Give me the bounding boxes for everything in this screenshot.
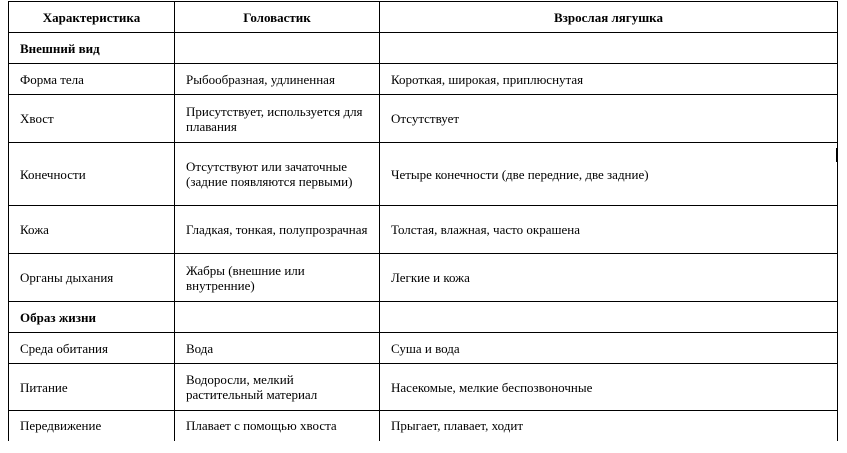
table-row [9,64,838,95]
tadpole-cell: Плавает с помощью хвоста [175,411,380,441]
tadpole-cell: Водоросли, мелкий растительный материал [175,364,380,411]
table-row [9,254,838,302]
section-empty-cell [380,302,838,333]
feature-cell: Органы дыхания [9,254,175,302]
table-row [9,95,838,143]
tadpole-cell: Жабры (внешние или внутренние) [175,254,380,302]
comparison-table-container [8,1,838,441]
section-empty-cell [380,33,838,64]
section-row-lifestyle [9,302,838,333]
header-adult-frog: Взрослая лягушка [380,2,838,33]
table-row [9,364,838,411]
section-row-appearance [9,33,838,64]
section-title-lifestyle: Образ жизни [9,302,175,333]
tadpole-cell: Вода [175,333,380,364]
frog-cell: Толстая, влажная, часто окрашена [380,206,838,254]
section-empty-cell [175,33,380,64]
feature-cell: Конечности [9,143,175,206]
section-empty-cell [175,302,380,333]
frog-cell: Насекомые, мелкие беспозвоночные [380,364,838,411]
table-row [9,143,838,206]
tadpole-cell: Отсутствуют или зачаточные (задние появляются первыми) [175,143,380,206]
frog-cell: Короткая, широкая, приплюснутая [380,64,838,95]
feature-cell: Форма тела [9,64,175,95]
tadpole-cell: Гладкая, тонкая, полупрозрачная [175,206,380,254]
frog-cell: Суша и вода [380,333,838,364]
table-row [9,333,838,364]
feature-cell: Питание [9,364,175,411]
table-header-row [9,2,838,33]
tadpole-cell: Рыбообразная, удлиненная [175,64,380,95]
feature-cell: Хвост [9,95,175,143]
section-title-appearance: Внешний вид [9,33,175,64]
frog-cell: Отсутствует [380,95,838,143]
comparison-table [8,1,838,441]
table-row [9,411,838,441]
feature-cell: Среда обитания [9,333,175,364]
feature-cell: Передвижение [9,411,175,441]
frog-cell: Прыгает, плавает, ходит [380,411,838,441]
tadpole-cell: Присутствует, используется для плавания [175,95,380,143]
header-characteristic: Характеристика [9,2,175,33]
frog-cell: Легкие и кожа [380,254,838,302]
frog-cell: Четыре конечности (две передние, две задние) [380,143,838,206]
feature-cell: Кожа [9,206,175,254]
table-row [9,206,838,254]
text-cursor-mark [836,148,838,162]
header-tadpole: Головастик [175,2,380,33]
